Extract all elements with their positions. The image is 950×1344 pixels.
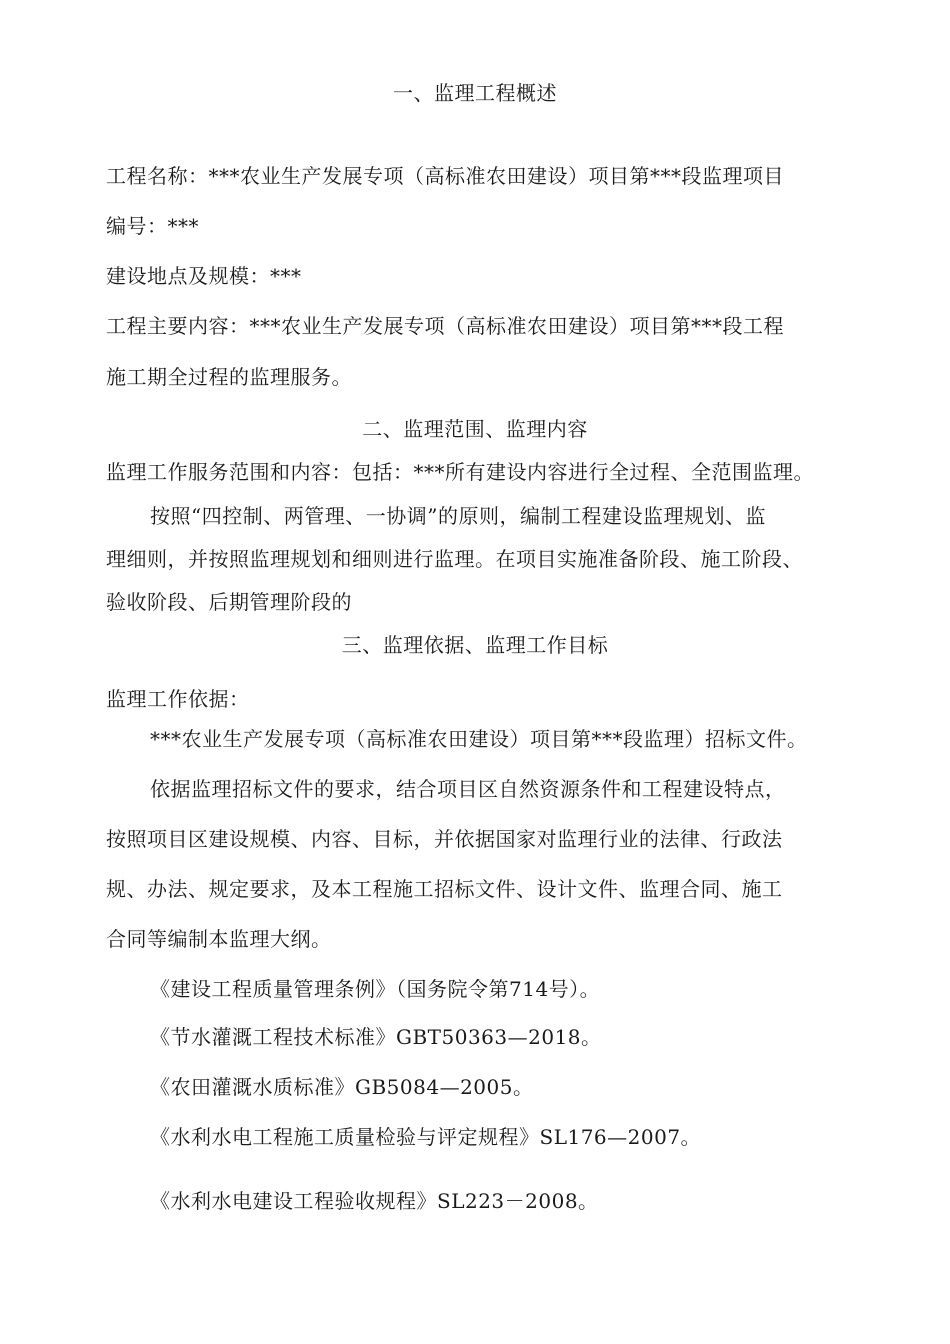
reference-item: 《农田灌溉水质标准》GB5084—2005。 [150,1075,534,1099]
section-2-heading: 二、监理范围、监理内容 [362,417,588,441]
basis-paragraph-line-1: 依据监理招标文件的要求，结合项目区自然资源条件和工程建设特点， [150,777,786,801]
basis-label: 监理工作依据： [106,687,250,711]
project-number-line: 编号：*** [106,214,199,238]
principle-paragraph-line-1: 按照“四控制、两管理、一协调”的原则，编制工程建设监理规划、监 [150,504,766,528]
section-3-heading: 三、监理依据、监理工作目标 [341,633,609,657]
basis-paragraph-line-2: 按照项目区建设规模、内容、目标，并依据国家对监理行业的法律、行政法 [106,827,783,851]
main-content-line-2: 施工期全过程的监理服务。 [106,365,352,389]
basis-paragraph-line-3: 规、办法、规定要求，及本工程施工招标文件、设计文件、监理合同、施工 [106,877,783,901]
tender-document-line: ***农业生产发展专项（高标准农田建设）项目第***段监理）招标文件。 [150,727,808,751]
service-scope-line: 监理工作服务范围和内容：包括：***所有建设内容进行全过程、全范围监理。 [106,460,814,484]
reference-item: 《水利水电工程施工质量检验与评定规程》SL176—2007。 [150,1125,702,1149]
project-name-line: 工程名称：***农业生产发展专项（高标准农田建设）项目第***段监理项目 [106,164,784,188]
main-content-line-1: 工程主要内容：***农业生产发展专项（高标准农田建设）项目第***段工程 [106,314,784,338]
reference-item: 《水利水电建设工程验收规程》SL223－2008。 [150,1189,599,1213]
principle-paragraph-line-2: 理细则，并按照监理规划和细则进行监理。在项目实施准备阶段、施工阶段、 [106,547,803,571]
section-1-heading: 一、监理工程概述 [393,81,557,105]
reference-item: 《节水灌溉工程技术标准》GBT50363—2018。 [150,1025,602,1049]
basis-paragraph-line-4: 合同等编制本监理大纲。 [106,927,332,951]
principle-paragraph-line-3: 验收阶段、后期管理阶段的 [106,590,352,614]
location-scale-line: 建设地点及规模：*** [106,264,302,288]
reference-item: 《建设工程质量管理条例》（国务院令第714号）。 [150,977,601,1001]
